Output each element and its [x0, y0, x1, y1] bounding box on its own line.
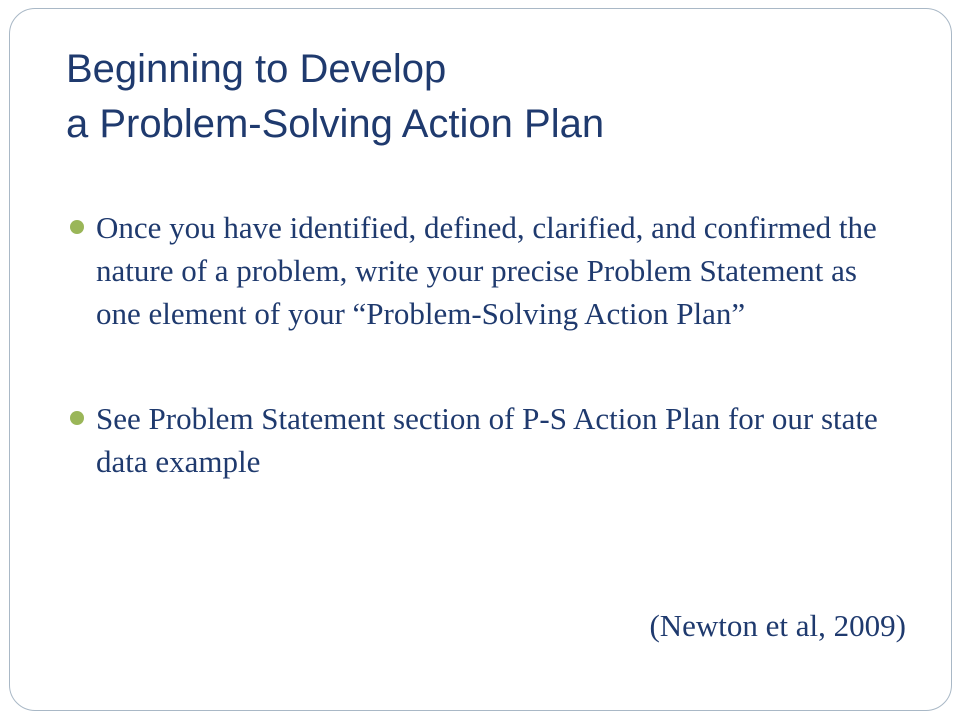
bullet-item [70, 206, 890, 335]
bullet-text: See Problem Statement section of P-S Action Plan for our state data example [96, 401, 878, 479]
bullet-text: Once you have identified, defined, clarified, and confirmed the nature of a problem, write your precise Problem Statement as one element of your “Problem-Solving Action Plan” [96, 210, 877, 331]
bullet-dot-icon [70, 411, 84, 425]
bullet-item [70, 397, 890, 483]
slide-title [66, 42, 926, 152]
slide-title-line-2: a Problem-Solving Action Plan [66, 102, 605, 146]
bullet-list [70, 206, 890, 483]
bullet-dot-icon [70, 220, 84, 234]
citation: (Newton et al, 2009) [649, 608, 906, 643]
slide-title-line-1: Beginning to Develop [66, 47, 447, 91]
